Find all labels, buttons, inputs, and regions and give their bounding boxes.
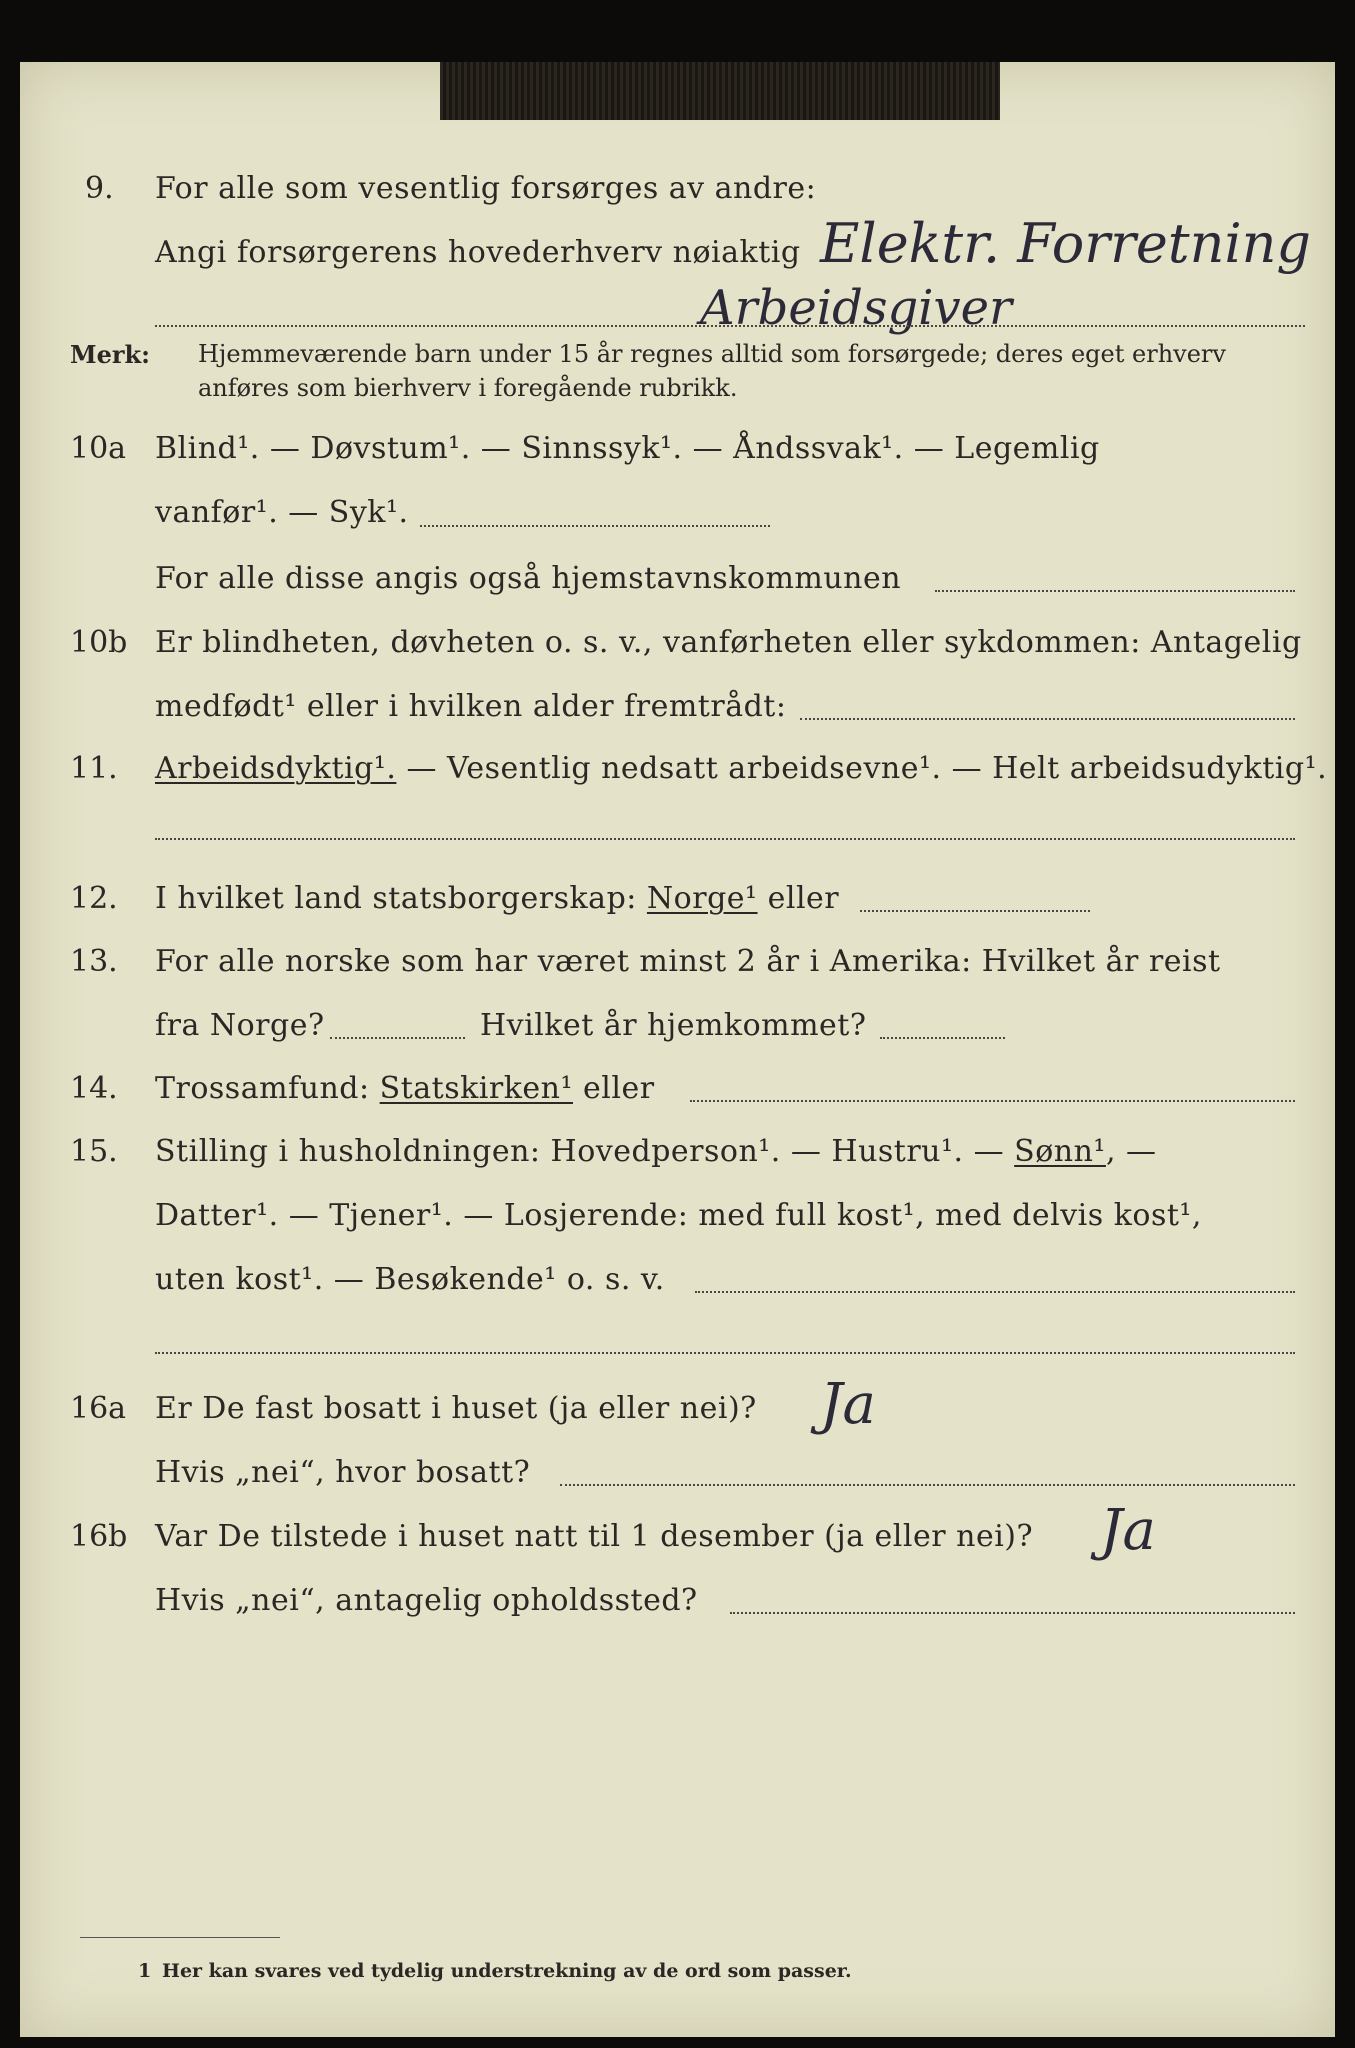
q16b-answer: Ja [1100,1498,1156,1563]
q10b-answer-line [800,718,1295,720]
q13-line2b: Hvilket år hjemkommet? [480,1008,867,1043]
q12-line [155,881,840,916]
merk-line1: Hjemmeværende barn under 15 år regnes alltid som forsørgede; deres eget erhverv [198,340,1226,368]
q15-line3: uten kost¹. — Besøkende¹ o. s. v. [155,1262,665,1297]
q13-reist-line [330,1037,465,1039]
q10a-line3: For alle disse angis også hjemstavnskommunen [155,561,902,596]
footnote-mark: 1 [138,1960,152,1982]
footnote-rule [80,1937,280,1938]
q16b-number: 16b [70,1519,128,1554]
q13-line2a: fra Norge? [155,1008,325,1043]
merk-line2: anføres som bierhverv i foregående rubrikk. [198,374,738,402]
q15-line1-post: , — [1105,1134,1157,1169]
q14-other-line [690,1100,1295,1102]
q12-answer-underlined: Norge¹ [646,881,758,916]
q10b-number: 10b [70,625,128,660]
q15-line1 [155,1134,1157,1169]
q15-number: 15. [70,1134,118,1169]
q13-number: 13. [70,944,118,979]
q16a-line1: Er De fast bosatt i huset (ja eller nei)? [155,1391,757,1426]
q9-handwritten-1: Elektr. Forretning [820,212,1311,275]
q14-answer-underlined: Statskirken¹ [379,1071,573,1106]
q16a-bosatt-line [560,1484,1295,1486]
q14-pre: Trossamfund: [155,1071,380,1106]
form-page [20,62,1335,2037]
q10b-line1: Er blindheten, døvheten o. s. v., vanførheten eller sykdommen: Antagelig [155,625,1302,660]
scan-edge-band [440,62,1000,120]
q10b-line2: medfødt¹ eller i hvilken alder fremtrådt: [155,689,787,724]
q10a-number: 10a [70,431,127,466]
q10a-line1: Blind¹. — Døvstum¹. — Sinnssyk¹. — Åndssvak¹. — Legemlig [155,431,1100,466]
footnote-text: Her kan svares ved tydelig understrekning av de ord som passer. [162,1960,852,1982]
q11-number: 11. [70,751,118,786]
q14-post: eller [572,1071,655,1106]
q11-answer-underlined: Arbeidsdyktig¹. [155,751,397,786]
q10a-syk-line [420,525,770,527]
q9-line1: For alle som vesentlig forsørges av andre: [155,171,817,206]
q13-line1: For alle norske som har været minst 2 år i Amerika: Hvilket år reist [155,944,1221,979]
q16a-line2: Hvis „nei“, hvor bosatt? [155,1455,531,1490]
q16a-answer: Ja [820,1372,876,1437]
q9-handwritten-2: Arbeidsgiver [700,280,1012,336]
q15-extra-line [155,1352,1295,1354]
q16b-line2: Hvis „nei“, antagelig opholdssted? [155,1583,698,1618]
q9-number: 9. [85,171,114,206]
q11-line [155,751,1328,786]
q12-pre: I hvilket land statsborgerskap: [155,881,647,916]
q14-number: 14. [70,1071,118,1106]
q11-extra-line [155,838,1295,840]
q12-other-line [860,910,1090,912]
q16b-opholdssted-line [730,1612,1295,1614]
q16a-number: 16a [70,1391,127,1426]
q12-post: eller [757,881,840,916]
q15-line1-pre: Stilling i husholdningen: Hovedperson¹. — Hustru¹. — [155,1134,1015,1169]
merk-label: Merk: [70,340,150,369]
q14-line [155,1071,655,1106]
q9-line2: Angi forsørgerens hovederhverv nøiaktig [155,235,801,270]
q15-line2: Datter¹. — Tjener¹. — Losjerende: med full kost¹, med delvis kost¹, [155,1198,1202,1233]
q9-answer-line [155,325,1305,327]
q15-answer-underlined: Sønn¹ [1014,1134,1106,1169]
q12-number: 12. [70,881,118,916]
q13-hjemkommet-line [880,1037,1005,1039]
q10a-kommune-line [935,590,1295,592]
q16b-line1: Var De tilstede i huset natt til 1 desember (ja eller nei)? [155,1519,1034,1554]
q11-rest: — Vesentlig nedsatt arbeidsevne¹. — Helt arbeidsudyktig¹. [396,751,1328,786]
q10a-line2: vanfør¹. — Syk¹. [155,495,409,530]
q15-other-line [695,1291,1295,1293]
